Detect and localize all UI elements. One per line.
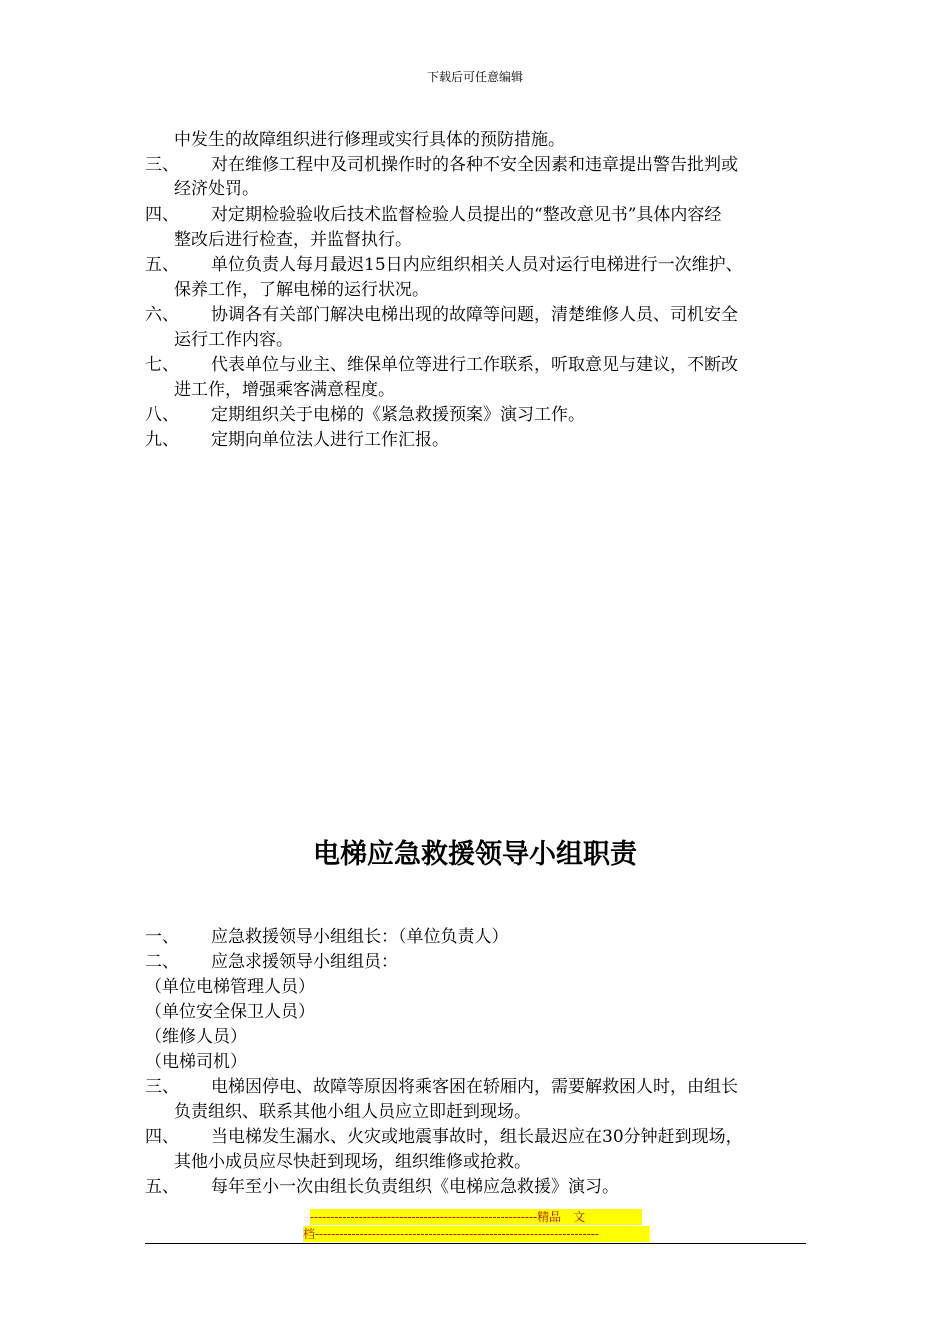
list-number: 二、: [145, 952, 179, 972]
list-number: 九、: [145, 430, 179, 450]
footer-watermark-line2: 档----------------------------------------------------------------------: [303, 1226, 649, 1242]
list-number: 四、: [145, 205, 179, 225]
list-text: 对定期检验验收后技术监督检验人员提出的“整改意见书”具体内容经: [211, 205, 722, 225]
list-item-3: [145, 153, 738, 177]
list-text: 协调各有关部门解决电梯出现的故障等问题，清楚维修人员、司机安全: [211, 305, 738, 325]
list-text: 代表单位与业主、维保单位等进行工作联系，听取意见与建议，不断改: [211, 355, 738, 375]
list-item-4: [145, 203, 721, 227]
list-number: 八、: [145, 405, 179, 425]
list-number: 五、: [145, 1177, 179, 1197]
footer-watermark-line1: --------------------------------------------------------精品 文: [310, 1209, 642, 1225]
list-item-3b-cont: 负责组织、联系其他小组人员应立即赶到现场。: [174, 1102, 531, 1122]
list-number: 三、: [145, 155, 179, 175]
list-number: 五、: [145, 255, 179, 275]
list-number: 一、: [145, 927, 179, 947]
list-number: 七、: [145, 355, 179, 375]
list-item-7-cont: 进工作，增强乘客满意程度。: [174, 380, 395, 400]
list-item-4b: [145, 1125, 743, 1149]
list-item-5-cont: 保养工作，了解电梯的运行状况。: [174, 280, 429, 300]
footer-divider: [145, 1243, 806, 1244]
list-text: 单位负责人每月最迟15日内应组织相关人员对运行电梯进行一次维护、: [211, 255, 743, 275]
list-item-4-cont: 整改后进行检查，并监督执行。: [174, 230, 412, 250]
list-text: 对在维修工程中及司机操作时的各种不安全因素和违章提出警告批判或: [211, 155, 738, 175]
list-text: 应急求援领导小组组员：: [211, 952, 398, 972]
member-line: （维修人员）: [145, 1027, 247, 1047]
list-text: 定期组织关于电梯的《紧急救援预案》演习工作。: [211, 405, 585, 425]
member-line: （单位电梯管理人员）: [145, 977, 315, 997]
list-item-3-cont: 经济处罚。: [174, 179, 259, 199]
list-item-6: [145, 303, 738, 327]
member-line: （电梯司机）: [145, 1052, 247, 1072]
list-item-7: [145, 353, 738, 377]
member-line: （单位安全保卫人员）: [145, 1002, 315, 1022]
list-item-4b-cont: 其他小成员应尽快赶到现场，组织维修或抢救。: [174, 1152, 531, 1172]
list-item-8: [145, 403, 585, 427]
list-number: 三、: [145, 1077, 179, 1097]
list-item-3b: [145, 1075, 738, 1099]
list-text: 每年至小一次由组长负责组织《电梯应急救援》演习。: [211, 1177, 619, 1197]
continued-paragraph: 中发生的故障组织进行修理或实行具体的预防措施。: [174, 130, 565, 150]
list-item-5: [145, 253, 743, 277]
list-text: 应急救援领导小组组长：（单位负责人）: [211, 927, 509, 947]
list-item-5b: [145, 1175, 619, 1199]
list-text: 定期向单位法人进行工作汇报。: [211, 430, 449, 450]
list-item-1: [145, 925, 509, 949]
page-header: 下载后可任意编辑: [426, 70, 523, 84]
list-item-6-cont: 运行工作内容。: [174, 330, 293, 350]
list-item-2: [145, 950, 398, 974]
list-text: 电梯因停电、故障等原因将乘客困在轿厢内，需要解救困人时，由组长: [211, 1077, 738, 1097]
section-title: 电梯应急救援领导小组职责: [313, 839, 637, 870]
list-text: 当电梯发生漏水、火灾或地震事故时，组长最迟应在30分钟赶到现场，: [211, 1127, 743, 1147]
list-number: 四、: [145, 1127, 179, 1147]
list-item-9: [145, 428, 449, 452]
list-number: 六、: [145, 305, 179, 325]
